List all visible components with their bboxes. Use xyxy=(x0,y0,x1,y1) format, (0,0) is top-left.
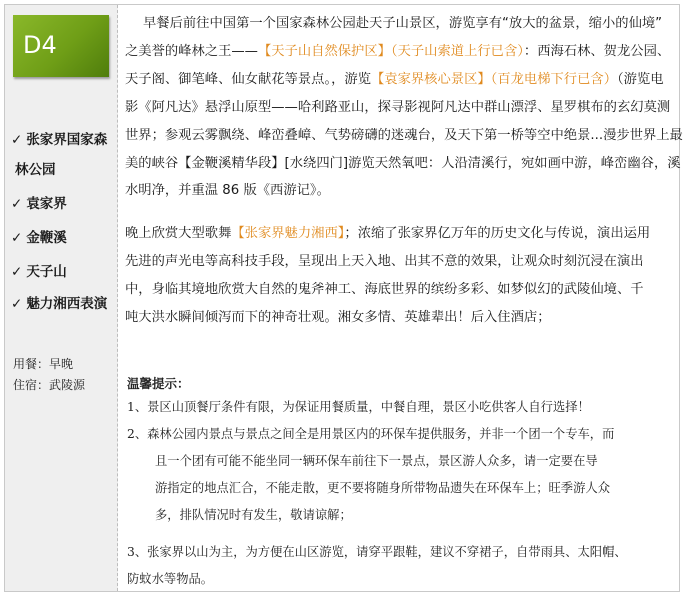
itinerary-content xyxy=(119,5,683,591)
check-icon: ✓ xyxy=(11,230,23,246)
tip-item-cont: 且一个团有可能不能坐同一辆环保车前往下一景点，景区游人众多，请一定要在导 xyxy=(155,454,598,468)
tip-item: 3、张家界以山为主，为方便在山区游览，请穿平跟鞋，建议不穿裙子，自带雨具、太阳帽、 xyxy=(127,545,627,559)
check-icon: ✓ xyxy=(11,296,23,312)
day-sidebar xyxy=(5,5,118,591)
tip-item-cont: 防蚊水等物品。 xyxy=(127,572,214,586)
itinerary-line: 先进的声光电等高科技手段，呈现出上天入地、出其不意的效果，让观众时刻沉浸在演出 xyxy=(125,254,644,269)
itinerary-line: 世界；参观云雾飘绕、峰峦叠嶂、气势磅礴的迷魂台，及天下第一桥等空中绝景...漫步世界上最 xyxy=(125,128,683,143)
sidebar-item-jinbianxi: ✓ 金鞭溪 xyxy=(11,230,67,246)
sidebar-item-yuanjiajie: ✓ 袁家界 xyxy=(11,196,67,212)
sidebar-item-tianzishan: ✓ 天子山 xyxy=(11,264,67,280)
sidebar-item-zhangjiajie-park: ✓ 张家界国家森 xyxy=(11,132,108,148)
day-label: D4 xyxy=(23,31,57,59)
itinerary-line: 天子阁、御笔峰、仙女献花等景点。，游览【袁家界核心景区】（百龙电梯下行已含）（游览电 xyxy=(125,72,664,87)
itinerary-line: 中，身临其境地欣赏大自然的鬼斧神工、海底世界的缤纷多彩、如梦似幻的武陵仙境、千 xyxy=(125,282,644,297)
tip-item: 2、森林公园内景点与景点之间全是用景区内的环保车提供服务，并非一个团一个专车，而 xyxy=(127,427,615,441)
lodging-info: 住宿：武陵源 xyxy=(13,378,86,392)
itinerary-line: 早餐后前往中国第一个国家森林公园赴天子山景区，游览享有“放大的盆景，缩小的仙境” xyxy=(143,16,663,31)
sidebar-item-zhangjiajie-park-cont: 林公园 xyxy=(15,162,56,178)
check-icon: ✓ xyxy=(11,132,23,148)
check-icon: ✓ xyxy=(11,196,23,212)
sidebar-item-charming-xiangxi: ✓ 魅力湘西表演 xyxy=(11,296,108,312)
itinerary-line: 美的峡谷【金鞭溪精华段】[水绕四门]游览天然氧吧：人沿清溪行，宛如画中游，峰峦幽谷，溪 xyxy=(125,156,681,171)
day-badge xyxy=(13,15,109,77)
highlight-yuanjiajie: 【袁家界核心景区】（百龙电梯下行已含） xyxy=(371,72,617,87)
tip-item: 1、景区山顶餐厅条件有限，为保证用餐质量，中餐自理，景区小吃供客人自行选择！ xyxy=(127,400,590,414)
highlight-charming-xiangxi: 【张家界魅力湘西】 xyxy=(231,226,345,241)
itinerary-line: 之美誉的峰林之王——【天子山自然保护区】（天子山索道上行已含）：西海石林、贺龙公园、 xyxy=(125,44,671,59)
tips-title: 温馨提示： xyxy=(127,376,190,391)
itinerary-line: 晚上欣赏大型歌舞【张家界魅力湘西】；浓缩了张家界亿万年的历史文化与传说，演出运用 xyxy=(125,226,651,241)
itinerary-line: 影《阿凡达》悬浮山原型——哈利路亚山，探寻影视阿凡达中群山漂浮、星罗棋布的玄幻莫测 xyxy=(125,100,671,115)
day-itinerary-card xyxy=(4,4,683,592)
tip-item-cont: 游指定的地点汇合，不能走散，更不要将随身所带物品遗失在环保车上；旺季游人众 xyxy=(155,481,610,495)
meals-info: 用餐：早晚 xyxy=(13,357,74,371)
itinerary-line: 水明净，并重温 86 版《西游记》。 xyxy=(125,183,330,198)
highlight-tianzishan: 【天子山自然保护区】（天子山索道上行已含） xyxy=(257,44,524,59)
tip-item-cont: 多，排队情况时有发生，敬请谅解； xyxy=(155,508,352,522)
itinerary-line: 吨大洪水瞬间倾泻而下的神奇壮观。湘女多情、英雄辈出！后入住酒店； xyxy=(125,310,551,325)
check-icon: ✓ xyxy=(11,264,23,280)
